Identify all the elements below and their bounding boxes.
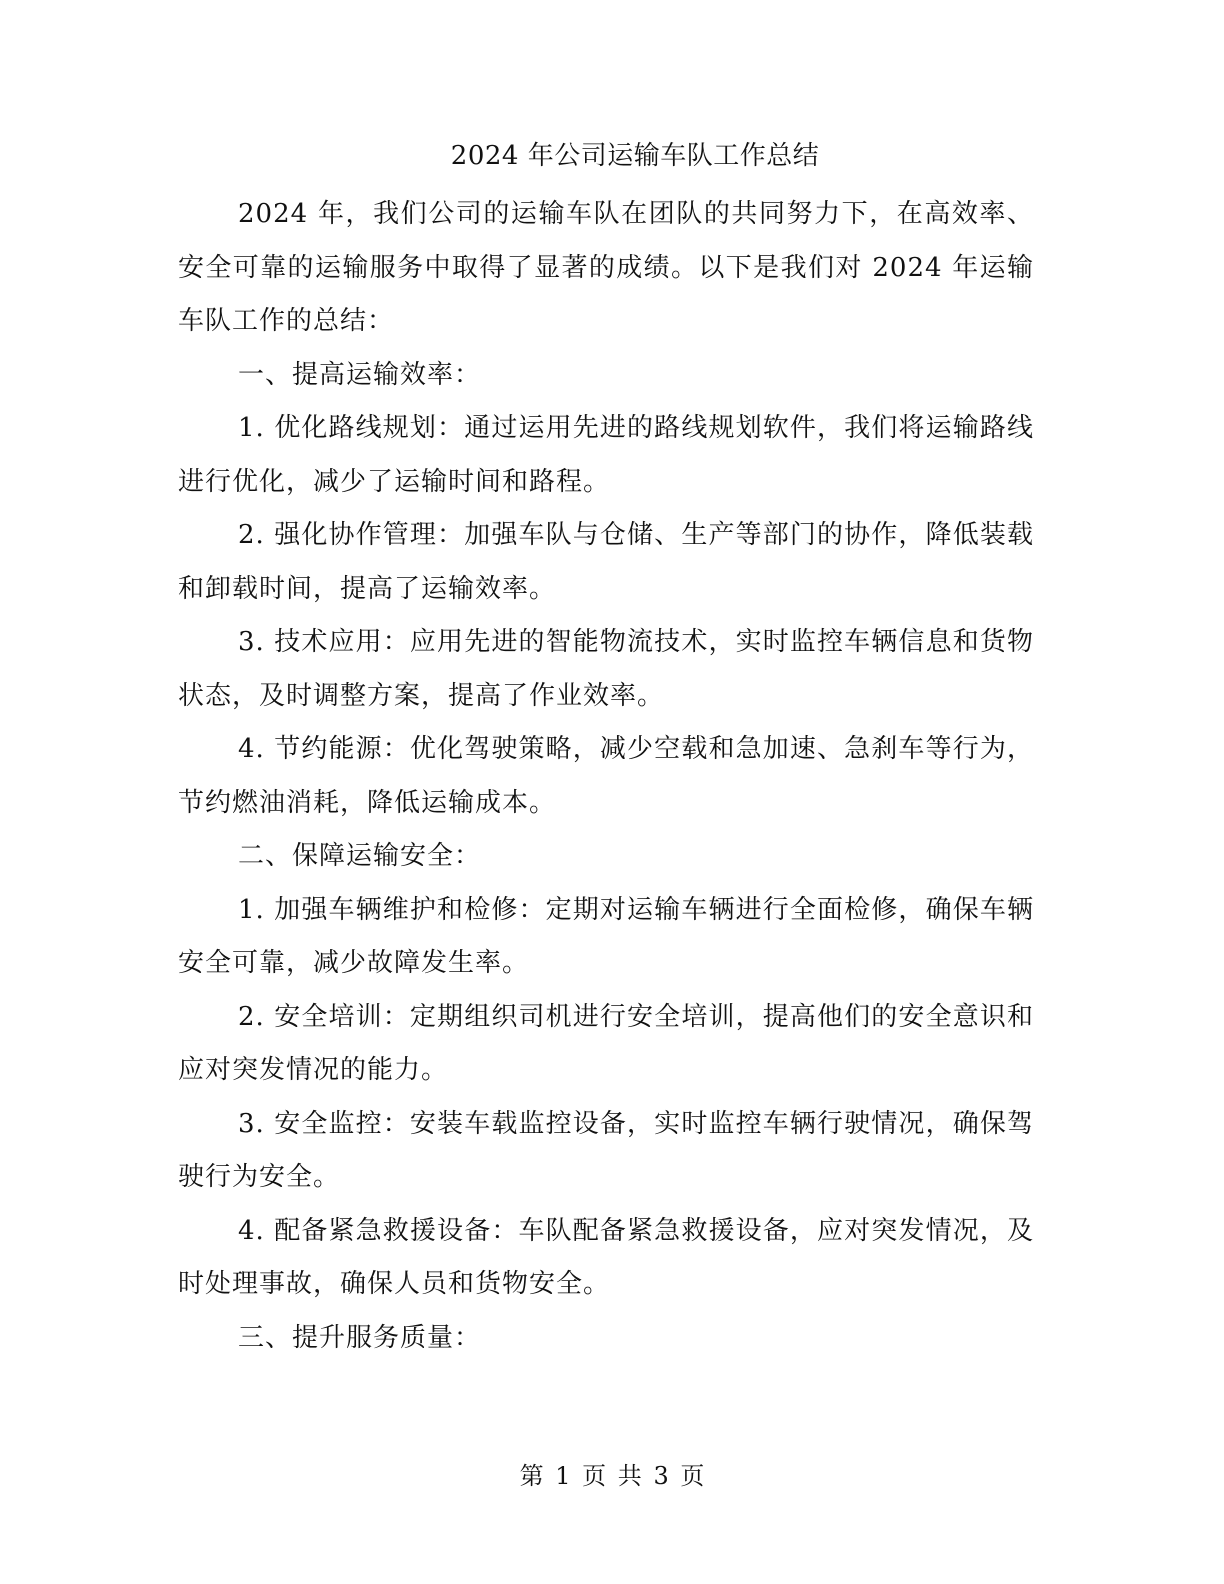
list-item: 1. 加强车辆维护和检修：定期对运输车辆进行全面检修，确保车辆安全可靠，减少故障发生率。 [178, 894, 1034, 978]
intro-paragraph: 2024 年，我们公司的运输车队在团队的共同努力下，在高效率、安全可靠的运输服务中取得了显著的成绩。以下是我们对 2024 年运输车队工作的总结： [178, 199, 1034, 336]
list-item: 4. 节约能源：优化驾驶策略，减少空载和急加速、急刹车等行为，节约燃油消耗，降低运输成本。 [178, 734, 1034, 818]
list-item: 2. 安全培训：定期组织司机进行安全培训，提高他们的安全意识和应对突发情况的能力。 [178, 1001, 1034, 1085]
page-number-footer: 第 1 页 共 3 页 [519, 1462, 705, 1490]
document-body [178, 188, 1034, 1365]
list-item: 2. 强化协作管理：加强车队与仓储、生产等部门的协作，降低装载和卸载时间，提高了运输效率。 [178, 520, 1034, 604]
list-item: 1. 优化路线规划：通过运用先进的路线规划软件，我们将运输路线进行优化，减少了运输时间和路程。 [178, 413, 1034, 497]
list-item: 4. 配备紧急救援设备：车队配备紧急救援设备，应对突发情况，及时处理事故，确保人员和货物安全。 [178, 1215, 1034, 1299]
document-title: 2024 年公司运输车队工作总结 [450, 141, 820, 171]
section-heading-service: 三、提升服务质量： [238, 1322, 482, 1353]
list-item: 3. 安全监控：安装车载监控设备，实时监控车辆行驶情况，确保驾驶行为安全。 [178, 1108, 1034, 1192]
list-item: 3. 技术应用：应用先进的智能物流技术，实时监控车辆信息和货物状态，及时调整方案，提高了作业效率。 [178, 627, 1034, 711]
section-heading-efficiency: 一、提高运输效率： [238, 359, 482, 390]
section-heading-safety: 二、保障运输安全： [238, 841, 482, 871]
